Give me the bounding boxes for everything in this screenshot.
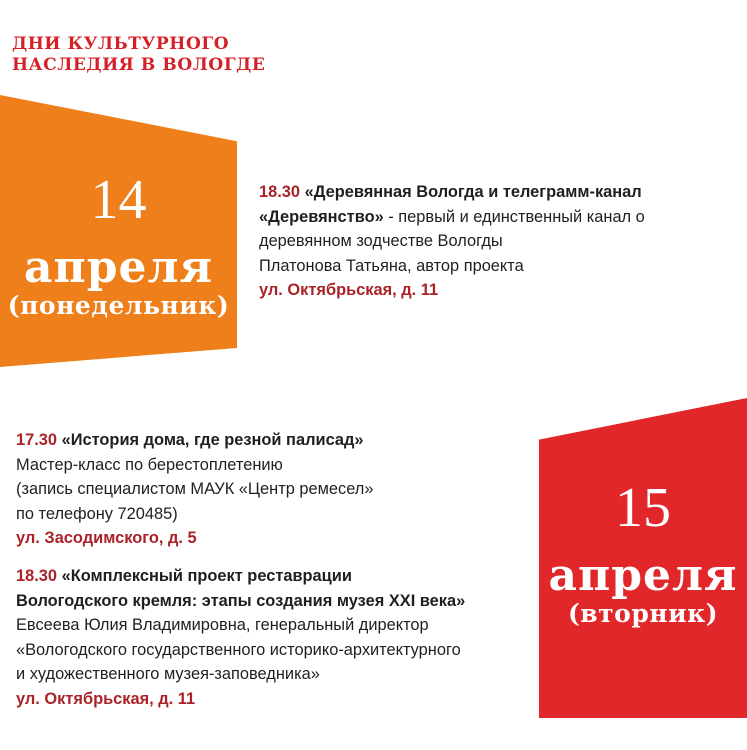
- event-time: 18.30: [16, 567, 58, 585]
- header-line-2: НАСЛЕДИЯ В ВОЛОГДЕ: [12, 55, 266, 75]
- event-title-line: [259, 180, 645, 205]
- header-line-1: ДНИ КУЛЬТУРНОГО: [12, 34, 230, 54]
- event-desc: и художественного музея-заповедника»: [16, 665, 320, 683]
- event-desc: деревянном зодчестве Вологды: [259, 232, 503, 250]
- event-desc: (запись специалистом МАУК «Центр ремесел»: [16, 480, 374, 498]
- day-number: 15: [615, 477, 671, 539]
- date-block-april-14: [0, 170, 237, 320]
- event-desc: Платонова Татьяна, автор проекта: [259, 256, 524, 275]
- event-title: «Комплексный проект реставрации: [61, 567, 352, 585]
- day-number: 14: [90, 169, 147, 231]
- event-desc: Евсеева Юлия Владимировна, генеральный директор: [16, 616, 429, 634]
- event-address: ул. Засодимского, д. 5: [16, 529, 197, 547]
- event-time: 17.30: [16, 431, 58, 449]
- event-title: «История дома, где резной палисад»: [61, 431, 364, 449]
- event-title-line-2: [259, 205, 645, 230]
- month-label: апреля: [23, 242, 213, 293]
- event-title-line: [16, 564, 465, 589]
- page-header: [12, 34, 265, 76]
- date-block-april-15: [539, 478, 747, 628]
- event-title-rest: - первый и единственный канал о: [383, 207, 645, 226]
- event-title: «Деревянная Вологда и телеграмм-канал: [304, 183, 642, 201]
- event-title-bold: «Деревянство»: [259, 207, 384, 226]
- month-label: апреля: [548, 550, 738, 601]
- event-title-line-2: Вологодского кремля: этапы создания музея XXI века»: [16, 591, 466, 610]
- weekday-label: (понедельник): [7, 291, 230, 320]
- event-wooden-vologda: [259, 180, 645, 303]
- event-desc: по телефону 720485): [16, 504, 178, 523]
- event-title-line: [16, 428, 373, 453]
- event-address: ул. Октябрьская, д. 11: [16, 689, 196, 708]
- event-desc: Мастер-класс по берестоплетению: [16, 455, 283, 474]
- weekday-label: (вторник): [567, 599, 719, 628]
- event-address: ул. Октябрьская, д. 11: [259, 281, 439, 299]
- event-time: 18.30: [259, 183, 301, 201]
- event-desc: «Вологодского государственного историко-архитектурного: [16, 640, 461, 659]
- event-kremlin-restoration: [16, 564, 465, 711]
- event-house-history: [16, 428, 373, 551]
